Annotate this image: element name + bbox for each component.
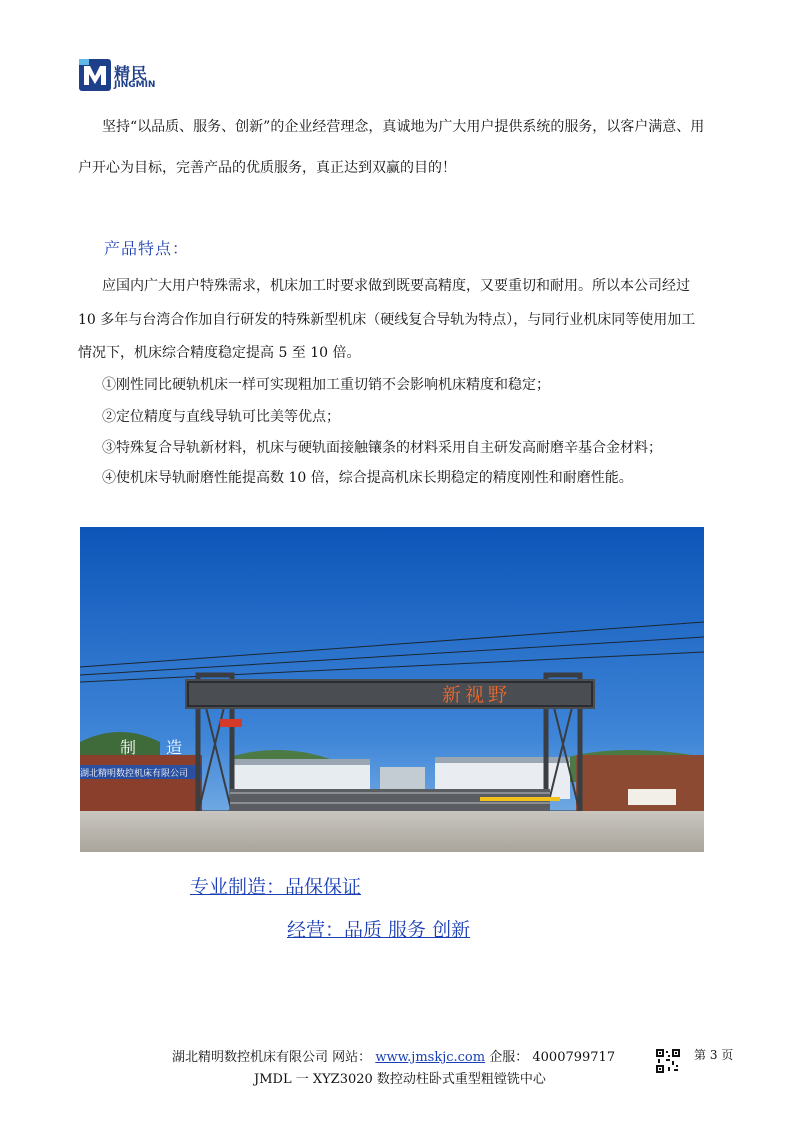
- footer-product-line: JMDL 一 XYZ3020 数控动柱卧式重型粗镗铣中心: [254, 1072, 546, 1087]
- features-heading: 产品特点：: [104, 239, 190, 258]
- intro-line-2: 户开心为目标，完善产品的优质服务，真正达到双赢的目的！: [78, 160, 456, 176]
- gate-sign-text: 新视野: [442, 684, 512, 706]
- footer-service-number: 4000799717: [532, 1050, 616, 1065]
- footer-website-label: 网站：: [332, 1050, 372, 1065]
- features-paragraph-line-3: 情况下，机床综合精度稳定提高 5 至 10 倍。: [78, 345, 361, 361]
- company-logo: [78, 58, 198, 98]
- jingmin-logo-icon: [78, 58, 112, 92]
- footer-service-label: 企服：: [489, 1050, 529, 1065]
- factory-gate-illustration: [80, 527, 704, 852]
- company-plate-text: 湖北精明数控机床有限公司: [80, 769, 189, 779]
- intro-line-1: 坚持“以品质、服务、创新”的企业经营理念，真诚地为广大用户提供系统的服务，以客户满意、用: [102, 119, 705, 135]
- footer-company-name: 湖北精明数控机床有限公司: [172, 1050, 329, 1065]
- page-number: 第 3 页: [694, 1048, 734, 1062]
- feature-item-2: ②定位精度与直线导轨可比美等优点；: [102, 409, 340, 425]
- slogan-line-2: 经营：品质 服务 创新: [287, 919, 471, 941]
- slogan-line-1: 专业制造：品保保证: [190, 876, 362, 898]
- wall-sign-text: 制造: [120, 738, 213, 757]
- logo-text-cn: 精民: [114, 64, 149, 83]
- factory-gate-photo: [80, 527, 704, 852]
- feature-item-4: ④使机床导轨耐磨性能提高数 10 倍，综合提高机床长期稳定的精度刚性和耐磨性能。: [102, 470, 633, 486]
- footer-contact-line: [172, 1046, 615, 1065]
- features-paragraph-line-2: 10 多年与台湾合作加自行研发的特殊新型机床（硬线复合导轨为特点），与同行业机床同等使用加工: [78, 312, 696, 328]
- qr-code-icon: [656, 1049, 680, 1073]
- footer-website-link[interactable]: www.jmskjc.com: [375, 1050, 486, 1065]
- features-paragraph-line-1: 应国内广大用户特殊需求，机床加工时要求做到既要高精度，又要重切和耐用。所以本公司经过: [102, 278, 690, 294]
- logo-text-en: JINGMIN: [114, 80, 156, 90]
- feature-item-3: ③特殊复合导轨新材料，机床与硬轨面接触镶条的材料采用自主研发高耐磨辛基合金材料；: [102, 440, 662, 456]
- feature-item-1: ①刚性同比硬轨机床一样可实现粗加工重切销不会影响机床精度和稳定；: [102, 377, 550, 393]
